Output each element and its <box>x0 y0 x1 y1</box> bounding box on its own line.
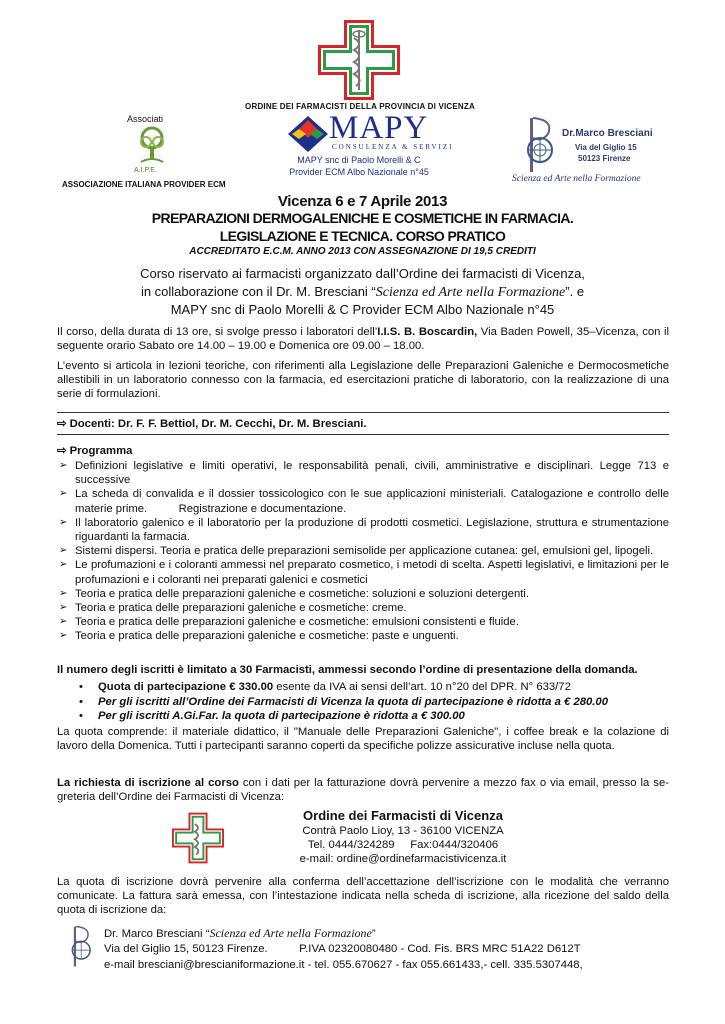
arrow-icon: ⇨ <box>57 445 67 457</box>
associati-label: Associati <box>127 114 164 124</box>
course-paragraph-1 <box>57 325 669 353</box>
list-item-text: La scheda di convalida e il dossier tossicologico con le sue applicazioni ministeriali. Catalogazione e controllo delle materie prime. Registrazione e documentazione. <box>75 488 673 515</box>
intro-line2-a: in collaborazione con il Dr. M. Bresciani “ <box>140 284 376 299</box>
list-item-text: Definizioni legislative e limiti operativi, le responsabilità penali, civili, amministrative e disciplinari. Legge 713 e successive <box>75 460 669 487</box>
docenti-text: Docenti: Dr. F. F. Bettiol, Dr. M. Cecchi, Dr. M. Bresciani. <box>69 418 367 430</box>
event-date: Vicenza 6 e 7 Aprile 2013 <box>277 193 448 210</box>
list-item-text: Teoria e pratica delle preparazioni galeniche e cosmetiche: emulsioni consistenti e fluide. <box>75 616 519 629</box>
list-item-text: Le profumazioni e i coloranti ammessi nel preparato cosmetico, i metodi di scelta. Aspetti legislativi, e limitazioni per le profumazioni e i coloranti nei preparati galenici e cosmetici <box>75 559 669 586</box>
arrowhead-bullet-icon: ➢ <box>59 616 68 628</box>
list-item <box>57 601 669 615</box>
list-item-text: Teoria e pratica delle preparazioni galeniche e cosmetiche: soluzioni e soluzioni detergenti. <box>75 587 530 600</box>
accreditation: ACCREDITATO E.C.M. ANNO 2013 CON ASSEGNAZIONE DI 19,5 CREDITI <box>189 246 536 257</box>
programma-list <box>57 459 673 644</box>
divider-bottom <box>57 434 669 435</box>
bullet-dot-icon: • <box>79 710 83 723</box>
quota-agifar: Per gli iscritti A.Gi.Far. la quota di partecipazione è ridotta a € 300.00 <box>98 710 465 723</box>
org-name: ORDINE DEI FARMACISTI DELLA PROVINCIA DI VICENZA <box>245 102 475 111</box>
list-item-text: Sistemi dispersi. Teoria e pratica delle preparazioni semisolide per applicazione cutanea: gel, emulsioni gel, lipogeli. <box>75 545 654 558</box>
list-item <box>57 459 669 487</box>
list-item <box>57 629 669 643</box>
list-item <box>57 709 669 724</box>
bresciani-name: Dr.Marco Bresciani <box>562 128 653 139</box>
contact-name: Ordine dei Farmacisti di Vicenza <box>303 808 503 823</box>
quota-comprende: La quota comprende: il materiale didattico, il "Manuale delle Preparazioni Galeniche", i coffee break e la colazione di lavoro della Domenica. Tutti i partecipanti saranno coperti da specifiche polizze assicurative incluse nella quota. <box>57 726 669 753</box>
pharmacy-cross-logo <box>318 20 400 100</box>
arrowhead-bullet-icon: ➢ <box>59 587 68 599</box>
bresciani-addr2: 50123 Firenze <box>578 154 631 163</box>
iscritti-limit: Il numero degli iscritti è limitato a 30 Farmacisti, ammessi secondo l’ordine di presentazione della domanda. <box>57 664 638 676</box>
richiesta-bold: La richiesta di iscrizione al corso <box>57 777 239 789</box>
mapy-diamond-logo <box>288 116 328 152</box>
pharmacy-cross-small-logo <box>172 812 224 864</box>
list-item-text: Teoria e pratica delle preparazioni galeniche e cosmetiche: paste e unguenti. <box>75 630 459 643</box>
mapy-logo-text: MAPY <box>329 110 429 146</box>
aipe-tree-logo <box>135 126 169 168</box>
course-p1-a: Il corso, della durata di 13 ore, si svolge presso i laboratori dell’ <box>57 326 378 338</box>
list-item <box>57 695 669 710</box>
programma-heading <box>57 444 132 457</box>
contact-phone: Tel. 0444/324289 Fax:0444/320406 <box>307 839 499 851</box>
title-line1: PREPARAZIONI DERMOGALENICHE E COSMETICHE IN FARMACIA. <box>151 210 574 226</box>
list-item <box>57 587 669 601</box>
footer-line3: e-mail bresciani@brescianiformazione.it - tel. 055.670627 - fax 055.661433,- cell. 335.5307448, <box>104 959 583 971</box>
quota-ordine: Per gli iscritti all’Ordine dei Farmacisti di Vicenza la quota di partecipazione è ridotta a € 280.00 <box>98 695 608 708</box>
docenti <box>57 417 367 430</box>
aipe-caption: ASSOCIAZIONE ITALIANA PROVIDER ECM <box>62 180 226 189</box>
arrowhead-bullet-icon: ➢ <box>59 545 68 557</box>
quota-base-note: esente da IVA ai sensi dell’art. 10 n°20 del DPR. N° 633/72 <box>273 681 571 693</box>
footer-quote-close: ” <box>371 928 376 940</box>
footer-line2: Via del Giglio 15, 50123 Firenze. P.IVA 02320080480 - Cod. Fis. BRS MRC 51A22 D612T <box>104 943 581 955</box>
list-item <box>57 615 669 629</box>
quote-list <box>57 680 669 724</box>
title-line2: LEGISLAZIONE E TECNICA. CORSO PRATICO <box>219 228 506 244</box>
richiesta-rest: con i dati per la fatturazione dovrà pervenire a mezzo fax o via email, presso la se-greteria dell’Ordine dei Farmacisti di Vicenza: <box>57 777 669 804</box>
intro-motto: Scienza ed Arte nella Formazione <box>375 285 566 300</box>
quota-base: Quota di partecipazione € 330.00 <box>98 681 274 693</box>
intro-line2-c: ”. e <box>565 284 585 299</box>
arrowhead-bullet-icon: ➢ <box>59 630 68 642</box>
bresciani-logo <box>514 112 560 174</box>
bresciani-footer-logo <box>62 922 96 968</box>
course-paragraph-2: L’evento si articola in lezioni teoriche, con riferimenti alla Legislazione delle Preparazioni Galeniche e Dermocosmetiche allestibili in un laboratorio connesso con la farmacia, ed esercitazioni pratiche di laboratorio, con la realizzazione di una serie di formulazioni. <box>57 360 669 401</box>
arrow-icon: ⇨ <box>57 418 67 430</box>
divider-top <box>57 412 669 413</box>
list-item <box>57 544 669 558</box>
footer-line1 <box>104 926 376 941</box>
list-item <box>57 558 669 586</box>
richiesta-paragraph <box>57 776 669 804</box>
contact-address: Contrà Paolo Lioy, 13 - 36100 VICENZA <box>302 825 504 837</box>
arrowhead-bullet-icon: ➢ <box>59 488 68 500</box>
mapy-line2: Provider ECM Albo Nazionale n°45 <box>289 167 429 177</box>
intro-line1: Corso riservato ai farmacisti organizzato dall’Ordine dei farmacisti di Vicenza, <box>140 266 585 281</box>
list-item <box>57 680 669 695</box>
mapy-tagline: CONSULENZA & SERVIZI <box>332 143 454 151</box>
aipe-label: A.I.P.E. <box>134 167 157 174</box>
footer-motto: Scienza ed Arte nella Formazione <box>209 926 372 940</box>
list-item-text: Teoria e pratica delle preparazioni galeniche e cosmetiche: creme. <box>75 602 407 615</box>
list-item-text: Il laboratorio galenico e il laboratorio per la produzione di prodotti cosmetici. Legislazione, struttura e strumentazione riguardanti la farmacia. <box>75 516 669 544</box>
intro-line2 <box>0 284 725 301</box>
arrowhead-bullet-icon: ➢ <box>59 516 68 528</box>
bullet-dot-icon: • <box>79 681 83 693</box>
list-item <box>57 487 673 515</box>
intro-line3: MAPY snc di Paolo Morelli & C Provider ECM Albo Nazionale n°45 <box>170 302 555 317</box>
bullet-dot-icon: • <box>79 695 83 708</box>
arrowhead-bullet-icon: ➢ <box>59 602 68 614</box>
bresciani-addr1: Via del Giglio 15 <box>575 143 637 152</box>
course-p1-c: Via Baden Powell, 35–Vicenza, con il seguente orario Sabato ore 14.00 – 19.00 e Domenica ore 09.00 – 18.00. <box>57 326 669 353</box>
course-venue: I.I.S. B. Boscardin, <box>377 326 478 338</box>
contact-email[interactable]: e-mail: ordine@ordinefarmacistivicenza.it <box>299 853 507 865</box>
programma-heading-text: Programma <box>69 445 133 457</box>
bresciani-motto: Scienza ed Arte nella Formazione <box>512 174 641 184</box>
mapy-line1: MAPY snc di Paolo Morelli & C <box>297 155 421 165</box>
arrowhead-bullet-icon: ➢ <box>59 460 68 471</box>
conferma-paragraph: La quota di iscrizione dovrà pervenire alla conferma dell’accettazione dell’iscrizione con le modalità che verranno comunicate. La fattura sarà emessa, con l’intestazione indicata nella scheda di iscrizione, alla ricezione del saldo della quota di iscrizione da: <box>57 876 669 917</box>
footer-name: Dr. Marco Bresciani “ <box>104 928 210 940</box>
list-item <box>57 516 669 544</box>
arrowhead-bullet-icon: ➢ <box>59 559 68 571</box>
